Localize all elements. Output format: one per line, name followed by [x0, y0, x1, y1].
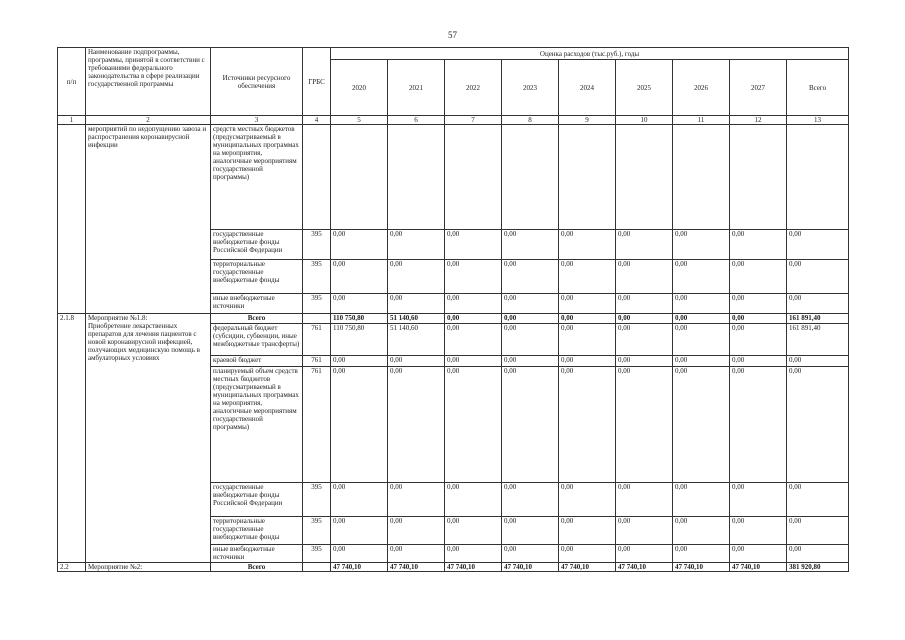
value-cell: 0,00 — [502, 545, 559, 563]
value-cell: 0,00 — [559, 230, 616, 260]
grbs-cell: 761 — [303, 356, 331, 367]
grbs-cell: 761 — [303, 367, 331, 483]
value-cell: 0,00 — [787, 230, 849, 260]
value-cell: 0,00 — [673, 314, 730, 324]
value-cell: 0,00 — [616, 356, 673, 367]
grbs-cell: 395 — [303, 517, 331, 545]
header-year: 2024 — [559, 60, 616, 116]
column-number: 6 — [388, 116, 445, 125]
value-cell: 0,00 — [616, 314, 673, 324]
grbs-cell: 761 — [303, 324, 331, 356]
value-cell: 0,00 — [616, 545, 673, 563]
value-cell: 0,00 — [673, 545, 730, 563]
value-cell: 47 740,10 — [331, 563, 388, 572]
value-cell: 0,00 — [787, 545, 849, 563]
grbs-cell: 395 — [303, 294, 331, 314]
value-cell: 161 891,40 — [787, 324, 849, 356]
value-cell: 0,00 — [331, 367, 388, 483]
value-cell: 0,00 — [616, 483, 673, 517]
value-cell: 0,00 — [616, 260, 673, 294]
source-cell: планируемый объем средств местных бюджетов (предусматриваемый в муниципальных программах на мероприятия, аналогичные мероприятиям государственной программы) — [211, 367, 303, 483]
item-number: 2.2 — [58, 563, 86, 572]
value-cell: 47 740,10 — [559, 563, 616, 572]
value-cell: 0,00 — [730, 367, 787, 483]
value-cell: 0,00 — [445, 367, 502, 483]
source-cell: территориальные государственные внебюджетные фонды — [211, 517, 303, 545]
value-cell: 0,00 — [616, 294, 673, 314]
column-number: 4 — [303, 116, 331, 125]
value-cell: 0,00 — [388, 230, 445, 260]
value-cell: 0,00 — [502, 230, 559, 260]
column-number: 10 — [616, 116, 673, 125]
value-cell: 0,00 — [331, 483, 388, 517]
header-source: Источники ресурсного обеспечения — [211, 48, 303, 116]
value-cell: 0,00 — [730, 545, 787, 563]
value-cell: 0,00 — [388, 545, 445, 563]
value-cell: 0,00 — [559, 517, 616, 545]
header-year: 2027 — [730, 60, 787, 116]
item-number: 2.1.8 — [58, 314, 86, 563]
item-name — [86, 125, 211, 314]
value-cell: 0,00 — [502, 260, 559, 294]
source-cell: территориальные государственные внебюджетные фонды — [211, 260, 303, 294]
value-cell: 0,00 — [445, 324, 502, 356]
item-title: Мероприятие №1.8: — [88, 314, 148, 322]
value-cell: 0,00 — [388, 356, 445, 367]
header-num: п/п — [58, 48, 86, 116]
value-cell — [559, 125, 616, 230]
value-cell: 0,00 — [730, 314, 787, 324]
item-name — [86, 314, 211, 563]
header-name: Наименование подпрограммы, программы, принятой в соответствии с требованиями федерального законодательства в сфере реализации государственной программы — [86, 48, 211, 116]
value-cell: 0,00 — [331, 260, 388, 294]
value-cell: 381 920,80 — [787, 563, 849, 572]
value-cell: 0,00 — [673, 483, 730, 517]
value-cell — [445, 125, 502, 230]
value-cell — [673, 125, 730, 230]
value-cell: 0,00 — [559, 324, 616, 356]
value-cell: 0,00 — [730, 356, 787, 367]
source-cell: краевой бюджет — [211, 356, 303, 367]
value-cell: 0,00 — [445, 230, 502, 260]
value-cell: 0,00 — [445, 483, 502, 517]
page-number: 57 — [448, 30, 457, 40]
value-cell: 0,00 — [787, 356, 849, 367]
value-cell: 0,00 — [616, 324, 673, 356]
header-year: Всего — [787, 60, 849, 116]
value-cell: 0,00 — [502, 483, 559, 517]
source-cell: государственные внебюджетные фонды Российской Федерации — [211, 483, 303, 517]
value-cell: 0,00 — [787, 483, 849, 517]
value-cell: 0,00 — [730, 517, 787, 545]
column-number: 1 — [58, 116, 86, 125]
table-row — [58, 314, 849, 324]
value-cell: 0,00 — [331, 545, 388, 563]
expenditure-table — [57, 47, 849, 572]
column-number: 7 — [445, 116, 502, 125]
value-cell: 0,00 — [445, 545, 502, 563]
value-cell: 0,00 — [388, 483, 445, 517]
value-cell: 0,00 — [388, 260, 445, 294]
header-estimate: Оценка расходов (тыс.руб.), годы — [331, 48, 849, 60]
value-cell: 0,00 — [331, 356, 388, 367]
table-row — [58, 563, 849, 572]
value-cell: 0,00 — [730, 230, 787, 260]
column-number: 9 — [559, 116, 616, 125]
header-grbs: ГРБС — [303, 48, 331, 116]
item-name — [86, 563, 211, 572]
value-cell: 0,00 — [502, 356, 559, 367]
value-cell: 161 891,40 — [787, 314, 849, 324]
value-cell: 0,00 — [388, 367, 445, 483]
value-cell: 0,00 — [673, 324, 730, 356]
value-cell: 0,00 — [445, 314, 502, 324]
source-cell: Всего — [211, 563, 303, 572]
value-cell: 0,00 — [673, 517, 730, 545]
value-cell: 0,00 — [616, 517, 673, 545]
source-cell: иные внебюджетные источники — [211, 545, 303, 563]
column-number: 5 — [331, 116, 388, 125]
value-cell — [787, 125, 849, 230]
value-cell: 0,00 — [331, 294, 388, 314]
grbs-cell: 395 — [303, 260, 331, 294]
value-cell — [331, 125, 388, 230]
source-cell: иные внебюджетные источники — [211, 294, 303, 314]
value-cell: 0,00 — [502, 314, 559, 324]
grbs-cell: 395 — [303, 545, 331, 563]
value-cell: 0,00 — [559, 294, 616, 314]
value-cell: 47 740,10 — [388, 563, 445, 572]
value-cell: 0,00 — [331, 230, 388, 260]
value-cell: 0,00 — [445, 260, 502, 294]
value-cell: 47 740,10 — [673, 563, 730, 572]
value-cell: 0,00 — [673, 356, 730, 367]
column-number: 8 — [502, 116, 559, 125]
value-cell: 47 740,10 — [730, 563, 787, 572]
value-cell — [388, 125, 445, 230]
item-description: мероприятий по недопущению завоза и распространения коронавирусной инфекции — [88, 125, 207, 149]
value-cell: 0,00 — [730, 294, 787, 314]
value-cell: 0,00 — [559, 367, 616, 483]
header-year: 2021 — [388, 60, 445, 116]
value-cell — [616, 125, 673, 230]
value-cell: 0,00 — [559, 260, 616, 294]
item-number — [58, 125, 86, 314]
value-cell: 0,00 — [559, 545, 616, 563]
value-cell: 0,00 — [559, 356, 616, 367]
value-cell — [502, 125, 559, 230]
source-cell: средств местных бюджетов (предусматриваемый в муниципальных программах на мероприятия, аналогичные мероприятиям государственной программы) — [211, 125, 303, 230]
source-cell: государственные внебюджетные фонды Российской Федерации — [211, 230, 303, 260]
grbs-cell — [303, 125, 331, 230]
value-cell: 0,00 — [673, 367, 730, 483]
value-cell: 0,00 — [673, 230, 730, 260]
value-cell: 0,00 — [787, 367, 849, 483]
source-cell: федеральный бюджет (субсидии, субвенции, иные межбюджетные трансферты) — [211, 324, 303, 356]
value-cell: 0,00 — [787, 294, 849, 314]
value-cell: 110 750,80 — [331, 324, 388, 356]
column-number: 3 — [211, 116, 303, 125]
value-cell: 47 740,10 — [616, 563, 673, 572]
value-cell: 0,00 — [331, 517, 388, 545]
value-cell: 0,00 — [445, 517, 502, 545]
header-year: 2025 — [616, 60, 673, 116]
value-cell: 47 740,10 — [445, 563, 502, 572]
header-year: 2026 — [673, 60, 730, 116]
value-cell: 47 740,10 — [502, 563, 559, 572]
grbs-cell: 395 — [303, 230, 331, 260]
value-cell: 0,00 — [502, 367, 559, 483]
header-year: 2023 — [502, 60, 559, 116]
value-cell: 0,00 — [787, 517, 849, 545]
column-number: 12 — [730, 116, 787, 125]
value-cell: 0,00 — [445, 356, 502, 367]
value-cell: 0,00 — [673, 260, 730, 294]
item-description: Приобретение лекарственных препаратов для лечения пациентов с новой коронавирусной инфекцией, получающих медицинскую помощь в амбулаторных условиях — [88, 322, 200, 362]
table-row — [58, 125, 849, 230]
value-cell: 51 140,60 — [388, 314, 445, 324]
value-cell: 0,00 — [502, 517, 559, 545]
value-cell: 0,00 — [388, 294, 445, 314]
value-cell: 0,00 — [445, 294, 502, 314]
item-title: Мероприятие №2: — [88, 563, 143, 571]
value-cell: 0,00 — [673, 294, 730, 314]
header-year: 2022 — [445, 60, 502, 116]
value-cell: 0,00 — [730, 324, 787, 356]
value-cell: 0,00 — [559, 483, 616, 517]
value-cell: 0,00 — [730, 260, 787, 294]
grbs-cell: 395 — [303, 483, 331, 517]
header-year: 2020 — [331, 60, 388, 116]
column-number: 13 — [787, 116, 849, 125]
value-cell: 0,00 — [559, 314, 616, 324]
value-cell: 0,00 — [502, 294, 559, 314]
value-cell: 110 750,80 — [331, 314, 388, 324]
value-cell: 51 140,60 — [388, 324, 445, 356]
source-cell: Всего — [211, 314, 303, 324]
value-cell — [730, 125, 787, 230]
value-cell: 0,00 — [730, 483, 787, 517]
grbs-cell — [303, 314, 331, 324]
value-cell: 0,00 — [502, 324, 559, 356]
value-cell: 0,00 — [787, 260, 849, 294]
grbs-cell — [303, 563, 331, 572]
column-number: 2 — [86, 116, 211, 125]
value-cell: 0,00 — [388, 517, 445, 545]
column-number: 11 — [673, 116, 730, 125]
value-cell: 0,00 — [616, 367, 673, 483]
value-cell: 0,00 — [616, 230, 673, 260]
